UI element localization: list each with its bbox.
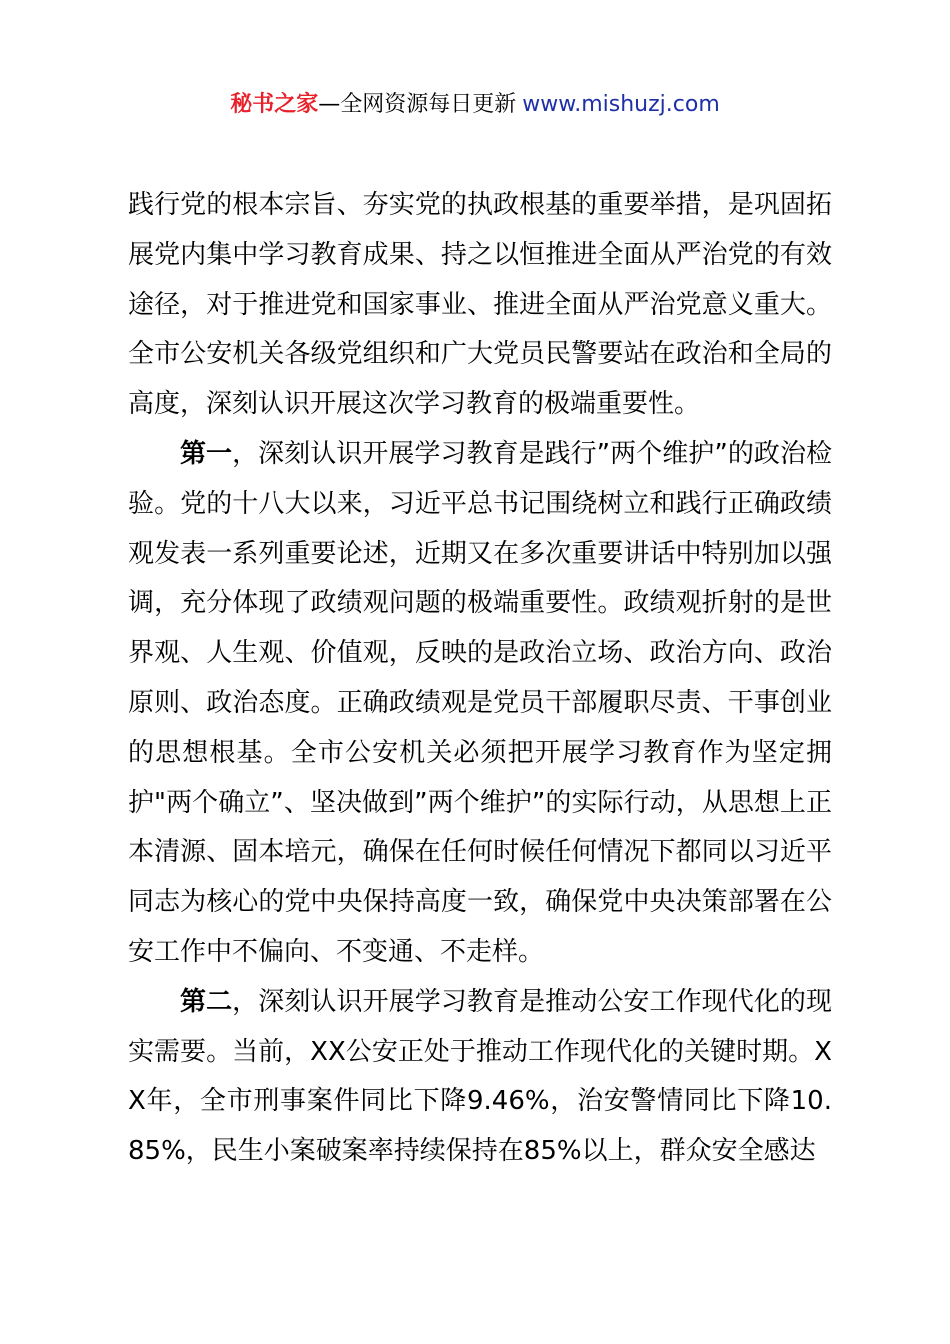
site-url-link[interactable]: www.mishuzj.com — [522, 92, 720, 117]
paragraph-text: ，深刻认识开展学习教育是推动公安工作现代化的现实需要。当前，XX公安正处于推动工作现代化的关键时期。XX年，全市刑事案件同比下降9.46%，治安警情同比下降10.85%，民生小案破案率持续保持在85%以上，群众安全感达 — [128, 986, 832, 1167]
document-body — [128, 181, 832, 1177]
paragraph-1 — [128, 181, 832, 430]
paragraph-lead: 第一 — [180, 438, 233, 469]
paragraph-3 — [128, 978, 832, 1177]
header-tagline: —全网资源每日更新 — [318, 92, 517, 117]
page-header — [0, 88, 950, 122]
paragraph-text: 践行党的根本宗旨、夯实党的执政根基的重要举措，是巩固拓展党内集中学习教育成果、持之以恒推进全面从严治党的有效途径，对于推进党和国家事业、推进全面从严治党意义重大。全市公安机关各级党组织和广大党员民警要站在政治和全局的高度，深刻认识开展这次学习教育的极端重要性。 — [128, 190, 832, 420]
paragraph-2 — [128, 430, 832, 978]
paragraph-lead: 第二 — [180, 986, 233, 1017]
brand-name: 秘书之家 — [230, 92, 319, 117]
paragraph-text: ，深刻认识开展学习教育是践行”两个维护”的政治检验。党的十八大以来，习近平总书记围绕树立和践行正确政绩观发表一系列重要论述，近期又在多次重要讲话中特别加以强调，充分体现了政绩观问题的极端重要性。政绩观折射的是世界观、人生观、价值观，反映的是政治立场、政治方向、政治原则、政治态度。正确政绩观是党员干部履职尽责、干事创业的思想根基。全市公安机关必须把开展学习教育作为坚定拥护"两个确立”、坚决做到”两个维护”的实际行动，从思想上正本清源、固本培元，确保在任何时候任何情况下都同以习近平同志为核心的党中央保持高度一致，确保党中央决策部署在公安工作中不偏向、不变通、不走样。 — [128, 438, 832, 967]
